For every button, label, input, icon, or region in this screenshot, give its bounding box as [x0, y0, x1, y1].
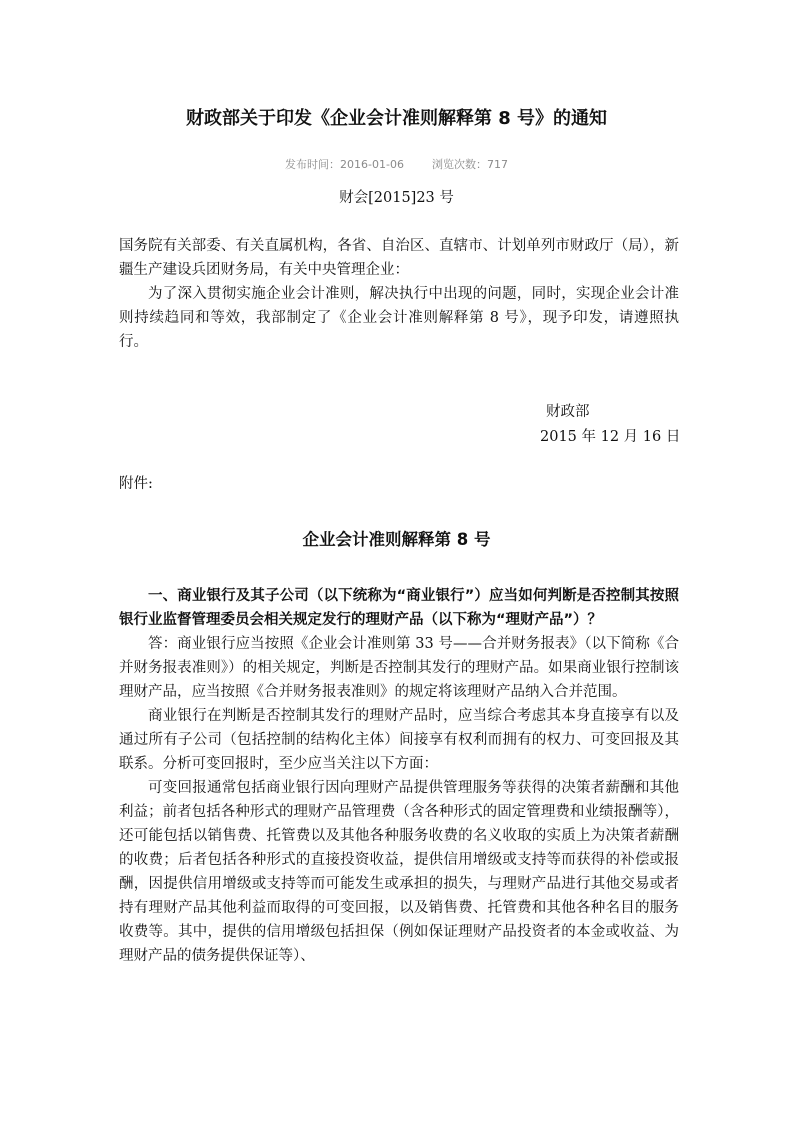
- view-count: 浏览次数：717: [431, 158, 508, 171]
- publish-time: 发布时间：2016-01-06: [285, 158, 404, 171]
- publish-meta: [0, 156, 793, 172]
- notice-paragraph: 为了深入贯彻实施企业会计准则，解决执行中出现的问题，同时，实现企业会计准则持续趋同和等效，我部制定了《企业会计准则解释第 8 号》，现予印发，请遵照执行。: [119, 286, 679, 350]
- attachment-label: 附件:: [119, 476, 153, 492]
- notice-title: 财政部关于印发《企业会计准则解释第 8 号》的通知: [185, 108, 608, 129]
- signature-date: 2015 年 12 月 16 日: [540, 429, 681, 445]
- question-heading: 一、商业银行及其子公司（以下统称为“商业银行”）应当如何判断是否控制其按照银行业监督管理委员会相关规定发行的理财产品（以下称为“理财产品”）？: [119, 588, 679, 628]
- variable-return-paragraph: 可变回报通常包括商业银行因向理财产品提供管理服务等获得的决策者薪酬和其他利益；前者包括各种形式的理财产品管理费（含各种形式的固定管理费和业绩报酬等），还可能包括以销售费、托管费以及其他各种服务收费的名义收取的实质上为决策者薪酬的收费；后者包括各种形式的直接投资收益，提供信用增级或支持等而获得的补偿或报酬，因提供信用增级或支持等而可能发生或承担的损失，与理财产品进行其他交易或者持有理财产品其他利益而取得的可变回报，以及销售费、托管费和其他各种名目的服务收费等。其中，提供的信用增级包括担保（例如保证理财产品投资者的本金或收益、为理财产品的债务提供保证等）、: [119, 780, 679, 964]
- interpretation-heading: 企业会计准则解释第 8 号: [302, 530, 491, 549]
- notice-body: [119, 234, 679, 354]
- interpretation-body: [119, 584, 679, 968]
- recipients: 国务院有关部委、有关直属机构，各省、自治区、直辖市、计划单列市财政厅（局），新疆生产建设兵团财务局，有关中央管理企业：: [119, 238, 679, 278]
- answer-paragraph: 答：商业银行应当按照《企业会计准则第 33 号——合并财务报表》（以下简称《合并财务报表准则》）的相关规定，判断是否控制其发行的理财产品。如果商业银行控制该理财产品，应当按照《合并财务报表准则》的规定将该理财产品纳入合并范围。: [119, 636, 679, 700]
- control-paragraph: 商业银行在判断是否控制其发行的理财产品时，应当综合考虑其本身直接享有以及通过所有子公司（包括控制的结构化主体）间接享有权利而拥有的权力、可变回报及其联系。分析可变回报时，至少应当关注以下方面：: [119, 708, 679, 772]
- signature: 财政部: [546, 404, 590, 420]
- document-number: 财会[2015]23 号: [339, 190, 454, 206]
